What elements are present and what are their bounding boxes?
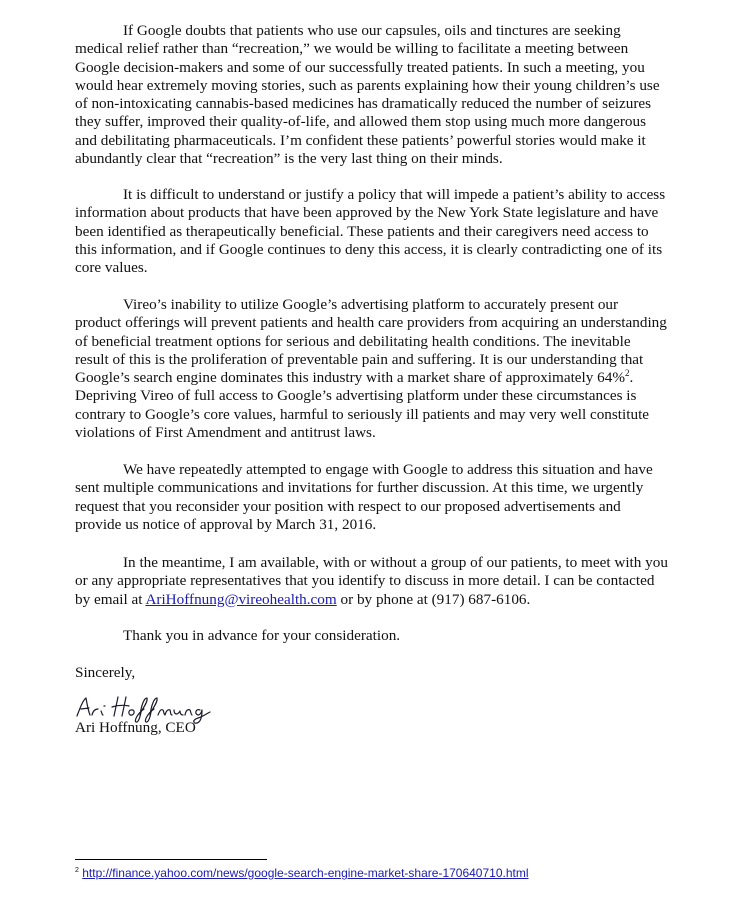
text-line: [75, 591, 707, 609]
text-line: and debilitating pharmaceuticals. I’m confident these patients’ powerful stories would make it: [75, 131, 646, 149]
text-line: of beneficial treatment options for serious and debilitating health conditions. The inevitable: [75, 332, 631, 350]
text-line: violations of First Amendment and antitrust laws.: [75, 424, 376, 442]
text-line: We have repeatedly attempted to engage with Google to address this situation and have: [123, 461, 653, 478]
text-line: of non-intoxicating cannabis-based medicines has dramatically reduced the number of seizures: [75, 95, 652, 113]
thank-you-line: Thank you in advance for your consideration.: [123, 627, 401, 644]
footnote-number: 2: [75, 867, 79, 874]
paragraph-policy-concern: [75, 186, 707, 277]
text-line: medical relief rather than “recreation,” we would be willing to facilitate a meeting between: [75, 40, 629, 58]
text-line: core values.: [75, 259, 148, 277]
text-line: If Google doubts that patients who use our capsules, oils and tinctures are seeking: [123, 22, 621, 39]
closing-salutation: Sincerely,: [75, 664, 136, 681]
text-line: In the meantime, I am available, with or without a group of our patients, to meet with you: [123, 554, 668, 571]
text-line: been identified as therapeutically beneficial. These patients and their caregivers need access to: [75, 222, 649, 240]
text-line: this information, and if Google continues to deny this access, it is clearly contradicting one of its: [75, 240, 663, 258]
email-link[interactable]: AriHoffnung@vireohealth.com: [145, 590, 337, 608]
text-segment: .: [629, 369, 634, 387]
text-line: provide us notice of approval by March 31, 2016.: [75, 515, 377, 533]
text-line: product offerings will prevent patients and health care providers from acquiring an understanding: [75, 314, 667, 332]
text-line: Google decision-makers and some of our successfully treated patients. In such a meeting, you: [75, 58, 645, 76]
paragraph-contact: [75, 554, 707, 609]
text-line: abundantly clear that “recreation” is the very last thing on their minds.: [75, 150, 503, 168]
text-line: It is difficult to understand or justify a policy that will impede a patient’s ability to access: [123, 186, 666, 203]
text-line: result of this is the proliferation of preventable pain and suffering. It is our understanding that: [75, 350, 644, 368]
text-segment: by email at: [75, 590, 146, 608]
footnote-divider: [75, 859, 267, 860]
text-line: request that you reconsider your position with respect to our proposed advertisements and: [75, 497, 621, 515]
footnote-reference[interactable]: 2: [624, 368, 630, 379]
text-segment: or by phone at (917) 687-6106.: [336, 590, 531, 608]
footnote: [75, 866, 529, 881]
text-line: Depriving Vireo of full access to Google’s advertising platform under these circumstances is: [75, 387, 637, 405]
text-line: contrary to Google’s core values, harmful to seriously ill patients and may very well constitute: [75, 405, 650, 423]
text-line: Vireo’s inability to utilize Google’s advertising platform to accurately present our: [123, 296, 619, 313]
text-line: sent multiple communications and invitations for further discussion. At this time, we urgently: [75, 479, 644, 497]
text-line: [75, 369, 707, 387]
footnote-url-link[interactable]: http://finance.yahoo.com/news/google-search-engine-market-share-170640710.html: [82, 866, 529, 880]
text-line: information about products that have been approved by the New York State legislature and have: [75, 204, 659, 222]
paragraph-advertising-platform: [75, 296, 707, 442]
text-line: or any appropriate representatives that you identify to discuss in more detail. I can be contacted: [75, 572, 655, 590]
paragraph-request: [75, 461, 707, 534]
signatory-name: Ari Hoffnung, CEO: [75, 719, 196, 736]
text-segment: Google’s search engine dominates this industry with a market share of approximately 64%: [75, 369, 625, 387]
paragraph-meeting-offer: [75, 22, 707, 168]
text-line: they suffer, improved their quality-of-life, and allowed them stop using much more dangerous: [75, 113, 647, 131]
text-line: would hear extremely moving stories, such as parents explaining how their young children’s use: [75, 76, 660, 94]
